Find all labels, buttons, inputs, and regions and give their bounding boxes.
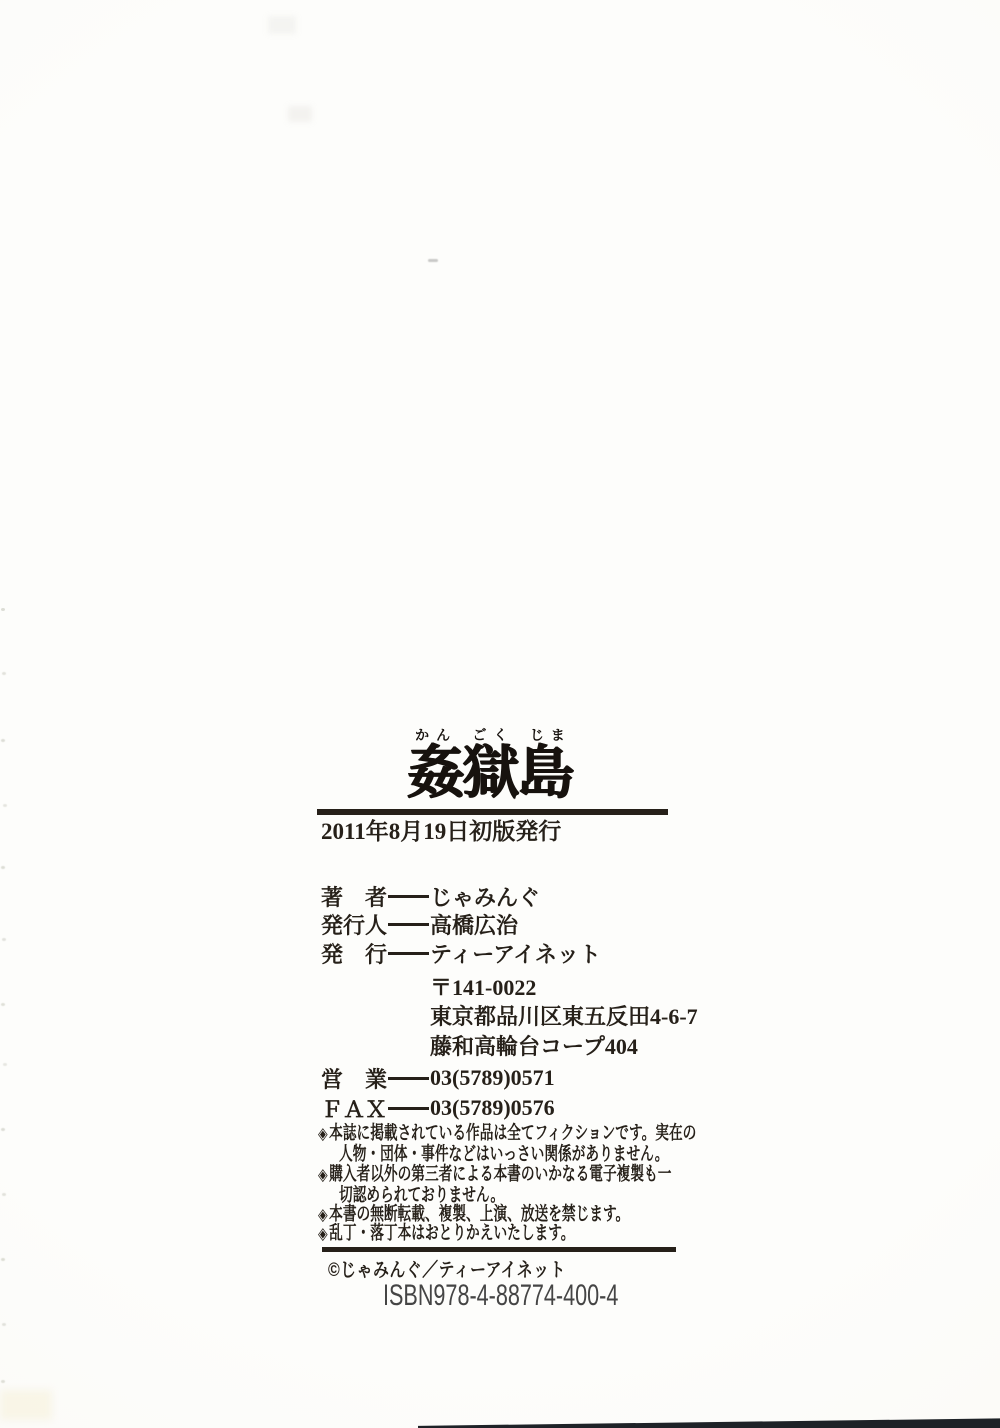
notice-text: 乱丁・落丁本はおとりかえいたします。 [329, 1224, 575, 1244]
notice-text: 本書の無断転載、複製、上演、放送を禁じます。 [329, 1205, 630, 1225]
book-title: 姦獄島 [407, 742, 573, 805]
leader-line [388, 1077, 429, 1080]
publication-row-issuer [321, 911, 518, 937]
leader-line [388, 923, 429, 926]
scan-edge-shadow [418, 1416, 1000, 1428]
publisher-address-line: 東京都品川区東五反田4-6-7 [430, 1004, 698, 1029]
contact-row-fax [321, 1095, 555, 1121]
notice-text: 切認められておりません。 [339, 1186, 505, 1206]
row-label: ＦＡＸ [321, 1096, 388, 1122]
publication-row-author [321, 883, 540, 909]
publisher-address-line: 藤和高輪台コープ404 [430, 1034, 638, 1059]
scan-artifact [268, 16, 296, 34]
furigana-goku: ごく [472, 729, 515, 744]
row-value: 高橋広治 [430, 912, 519, 938]
publication-row-publisher [321, 940, 601, 966]
row-label: 発行人 [321, 912, 388, 938]
notice-text: 購入者以外の第三者による本書のいかなる電子複製も一 [329, 1165, 672, 1185]
scan-artifact [1, 608, 5, 611]
row-value: ティーアイネット [430, 941, 601, 967]
scan-artifact [288, 106, 312, 122]
footer-divider [322, 1247, 676, 1252]
publisher-postal-code: 〒141-0022 [430, 975, 537, 1000]
diamond-bullet-icon: ◈ [318, 1165, 328, 1185]
row-label: 著 者 [321, 884, 388, 910]
scan-artifact [0, 1390, 52, 1420]
leader-line [388, 1107, 429, 1110]
diamond-bullet-icon: ◈ [318, 1205, 328, 1225]
notice-line [318, 1165, 671, 1186]
notice-line [318, 1205, 629, 1226]
row-value: 03(5789)0576 [430, 1095, 555, 1120]
leader-line [388, 952, 429, 955]
title-divider [317, 809, 668, 815]
row-value: じゃみんぐ [430, 884, 541, 910]
edition-date: 2011年8月19日初版発行 [321, 819, 562, 844]
isbn-number: ISBN978-4-88774-400-4 [383, 1279, 619, 1312]
notice-line [318, 1224, 574, 1245]
diamond-bullet-icon: ◈ [318, 1224, 328, 1244]
notice-text: 本誌に掲載されている作品は全てフィクションです。実在の [329, 1124, 697, 1144]
notice-line [318, 1124, 696, 1145]
contact-row-sales [321, 1065, 555, 1091]
scan-artifact [428, 259, 438, 262]
furigana-jima: じま [529, 729, 572, 744]
copyright-line: ©じゃみんぐ／ティーアイネット [328, 1260, 566, 1281]
furigana-kan: かん [415, 729, 458, 744]
leader-line [388, 895, 429, 898]
notice-text: 人物・団体・事件などはいっさい関係がありません。 [339, 1145, 669, 1165]
row-label: 営 業 [321, 1066, 388, 1092]
row-label: 発 行 [321, 941, 388, 967]
notice-line [339, 1145, 668, 1166]
row-value: 03(5789)0571 [430, 1065, 555, 1090]
notice-line [339, 1186, 504, 1207]
diamond-bullet-icon: ◈ [318, 1124, 328, 1144]
